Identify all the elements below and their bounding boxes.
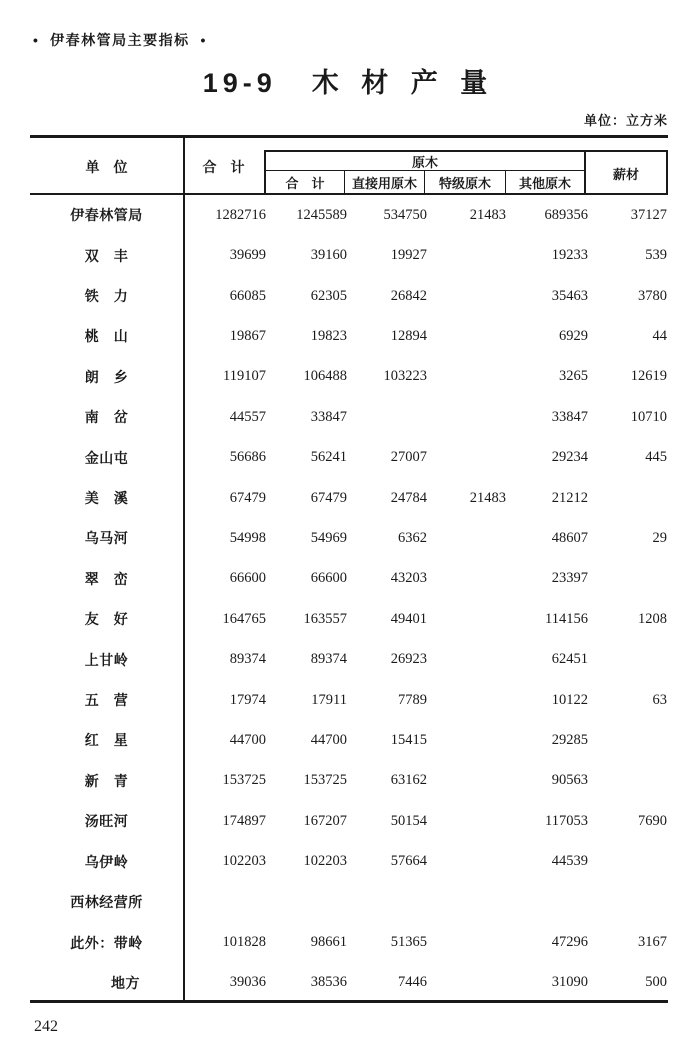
header-group-boxes [264, 150, 668, 195]
cell-value: 164765 [222, 610, 266, 627]
cell-value: 54998 [229, 529, 266, 546]
table-row [30, 599, 668, 639]
cell-value: 19927 [390, 247, 427, 264]
cell-value: 67479 [310, 489, 347, 506]
cell-value: 1282716 [215, 206, 266, 223]
cell-value: 19823 [310, 327, 347, 344]
table-row [30, 559, 668, 599]
chapter-note: • 伊春林管局主要指标 • [33, 32, 207, 48]
row-label: 汤旺河 [84, 813, 129, 830]
cell-value: 48607 [551, 529, 588, 546]
cell-value: 21483 [469, 206, 506, 223]
page-number: 242 [34, 1018, 58, 1035]
cell-value: 12894 [390, 327, 427, 344]
table-row [30, 478, 668, 518]
cell-value: 35463 [551, 287, 588, 304]
cell-value: 539 [645, 247, 667, 264]
row-label: 地方 [111, 974, 140, 991]
cell-value: 6929 [559, 327, 588, 344]
cell-value: 7690 [638, 812, 667, 829]
cell-value: 17911 [311, 691, 347, 708]
cell-value: 56241 [310, 449, 347, 466]
cell-value: 1245589 [296, 206, 347, 223]
cell-value: 39699 [229, 247, 266, 264]
cell-value: 66600 [229, 570, 266, 587]
header-total: 合 计 [202, 158, 245, 175]
cell-value: 56686 [229, 449, 266, 466]
row-label: 美 溪 [84, 490, 129, 507]
cell-value: 62305 [310, 287, 347, 304]
cell-value: 1208 [638, 610, 667, 627]
cell-value: 29234 [551, 449, 588, 466]
cell-value: 153725 [222, 772, 266, 789]
header-logs-label: 原木 [266, 152, 584, 171]
timber-production-table [30, 135, 668, 1003]
cell-value: 26923 [390, 651, 427, 668]
header-unit: 单 位 [85, 158, 128, 175]
table-row [30, 720, 668, 760]
table-row [30, 761, 668, 801]
cell-value: 27007 [390, 449, 427, 466]
header-direct-logs: 直接用原木 [345, 171, 425, 193]
cell-value: 44 [652, 327, 667, 344]
row-label: 金山屯 [84, 449, 129, 466]
row-label: 桃 山 [84, 328, 129, 345]
table-row [30, 316, 668, 356]
cell-value: 21212 [551, 489, 588, 506]
row-label: 南 岔 [84, 409, 129, 426]
cell-value: 19867 [229, 327, 266, 344]
cell-value: 31090 [551, 974, 588, 991]
cell-value: 43203 [390, 570, 427, 587]
row-label: 双 丰 [84, 247, 129, 264]
cell-value: 51365 [390, 934, 427, 951]
cell-value: 6362 [398, 529, 427, 546]
header-other-logs: 其他原木 [518, 175, 571, 191]
header-firewood: 薪材 [586, 150, 668, 195]
cell-value: 89374 [310, 651, 347, 668]
cell-value: 44557 [229, 408, 266, 425]
row-label: 乌伊岭 [84, 853, 129, 870]
cell-value: 63162 [390, 772, 427, 789]
row-label: 红 星 [84, 732, 129, 749]
cell-value: 102203 [222, 853, 266, 870]
header-logs-group [264, 150, 586, 195]
cell-value: 10122 [551, 691, 588, 708]
table-row [30, 397, 668, 437]
cell-value: 19233 [551, 247, 588, 264]
cell-value: 21483 [469, 489, 506, 506]
cell-value: 26842 [390, 287, 427, 304]
cell-value: 33847 [310, 408, 347, 425]
table-row [30, 437, 668, 477]
table-row [30, 639, 668, 679]
header-logs-subtotal: 合 计 [266, 171, 345, 193]
row-label: 翠 峦 [84, 570, 129, 587]
row-label: 西林经营所 [70, 894, 143, 911]
row-label: 五 营 [84, 692, 129, 709]
cell-value: 689356 [544, 206, 588, 223]
cell-value: 7446 [398, 974, 427, 991]
table-row [30, 276, 668, 316]
row-label: 伊春林管局 [70, 207, 143, 224]
table-row [30, 518, 668, 558]
cell-value: 38536 [310, 974, 347, 991]
page-title: 19-9 木 材 产 量 [202, 68, 493, 98]
cell-value: 10710 [630, 408, 667, 425]
table-row [30, 801, 668, 841]
unit-label: 单位：立方米 [583, 113, 668, 128]
table-row [30, 922, 668, 962]
cell-value: 44700 [229, 731, 266, 748]
row-label: 此外：带岭 [70, 934, 143, 951]
cell-value: 49401 [390, 610, 427, 627]
cell-value: 47296 [551, 934, 588, 951]
row-label: 朗 乡 [84, 368, 129, 385]
cell-value: 90563 [551, 772, 588, 789]
row-label: 友 好 [84, 611, 129, 628]
cell-value: 174897 [222, 812, 266, 829]
cell-value: 445 [645, 449, 667, 466]
cell-value: 24784 [390, 489, 427, 506]
cell-value: 119107 [223, 368, 266, 385]
cell-value: 37127 [630, 206, 667, 223]
cell-value: 102203 [303, 853, 347, 870]
table-row [30, 680, 668, 720]
cell-value: 534750 [383, 206, 427, 223]
table-row [30, 195, 668, 235]
cell-value: 29 [652, 529, 667, 546]
table-row [30, 357, 668, 397]
table-row [30, 963, 668, 1003]
cell-value: 3167 [638, 934, 667, 951]
header-logs-subcolumns [266, 171, 584, 193]
cell-value: 17974 [229, 691, 266, 708]
table-row [30, 882, 668, 922]
row-label: 上甘岭 [84, 651, 129, 668]
table-header [30, 138, 668, 195]
cell-value: 66085 [229, 287, 266, 304]
cell-value: 66600 [310, 570, 347, 587]
table-row [30, 842, 668, 882]
cell-value: 62451 [551, 651, 588, 668]
cell-value: 57664 [390, 853, 427, 870]
cell-value: 50154 [390, 812, 427, 829]
cell-value: 3265 [559, 368, 588, 385]
table-body [30, 195, 668, 1003]
cell-value: 3780 [638, 287, 667, 304]
cell-value: 29285 [551, 731, 588, 748]
cell-value: 89374 [229, 651, 266, 668]
table-row [30, 235, 668, 275]
cell-value: 12619 [630, 368, 667, 385]
row-label: 新 青 [84, 772, 129, 789]
cell-value: 106488 [303, 368, 347, 385]
cell-value: 117053 [545, 812, 588, 829]
cell-value: 67479 [229, 489, 266, 506]
cell-value: 103223 [383, 368, 427, 385]
cell-value: 39036 [229, 974, 266, 991]
header-special-logs: 特级原木 [425, 171, 506, 193]
cell-value: 23397 [551, 570, 588, 587]
cell-value: 7789 [398, 691, 427, 708]
row-label: 铁 力 [84, 288, 129, 305]
cell-value: 54969 [310, 529, 347, 546]
column-divider-line [183, 138, 185, 1000]
cell-value: 163557 [303, 610, 347, 627]
cell-value: 33847 [551, 408, 588, 425]
cell-value: 44700 [310, 731, 347, 748]
cell-value: 63 [652, 691, 667, 708]
row-label: 乌马河 [84, 530, 129, 547]
cell-value: 44539 [551, 853, 588, 870]
cell-value: 114156 [545, 610, 588, 627]
cell-value: 101828 [222, 934, 266, 951]
cell-value: 15415 [390, 731, 427, 748]
cell-value: 39160 [310, 247, 347, 264]
cell-value: 167207 [303, 812, 347, 829]
cell-value: 98661 [310, 934, 347, 951]
cell-value: 500 [645, 974, 667, 991]
cell-value: 153725 [303, 772, 347, 789]
